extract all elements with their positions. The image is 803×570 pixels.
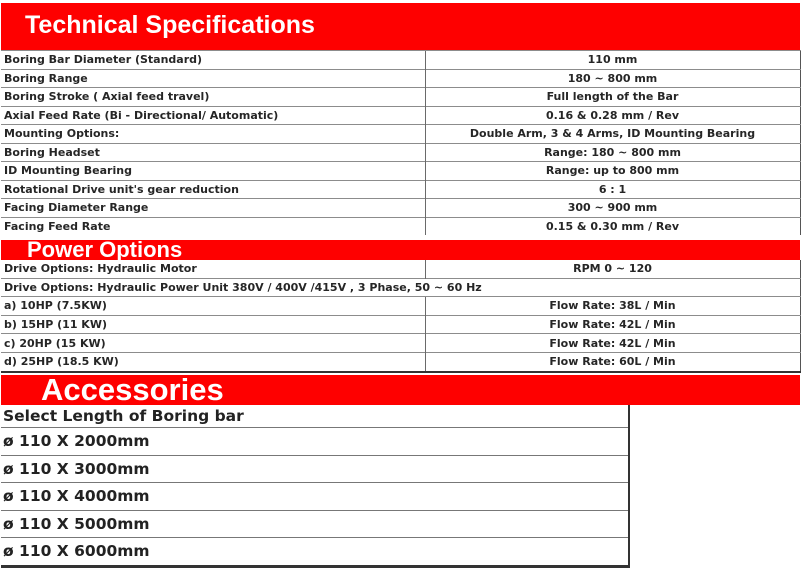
accessories-list (1, 405, 630, 568)
table-row (1, 51, 800, 70)
spec-label: Mounting Options: (1, 125, 425, 144)
spec-value: 110 mm (425, 51, 800, 70)
spec-label: Boring Headset (1, 143, 425, 162)
table-row (1, 125, 800, 144)
drive-motor-value: RPM 0 ~ 120 (425, 260, 800, 278)
table-row (1, 278, 800, 297)
table-row (1, 260, 800, 278)
table-row (1, 315, 800, 334)
spec-value: 300 ~ 900 mm (425, 199, 800, 218)
spec-value: Double Arm, 3 & 4 Arms, ID Mounting Bearing (425, 125, 800, 144)
technical-specifications-table (1, 50, 801, 235)
spec-value: Range: up to 800 mm (425, 162, 800, 181)
table-row (1, 334, 800, 353)
list-item: ø 110 X 2000mm (1, 427, 628, 455)
spec-value: 180 ~ 800 mm (425, 69, 800, 88)
list-item: ø 110 X 3000mm (1, 455, 628, 483)
spec-value: Full length of the Bar (425, 88, 800, 107)
technical-specifications-title: Technical Specifications (25, 11, 315, 39)
table-row (1, 297, 800, 316)
spec-value: 6 : 1 (425, 180, 800, 199)
spec-label: Boring Bar Diameter (Standard) (1, 51, 425, 70)
spec-value: Range: 180 ~ 800 mm (425, 143, 800, 162)
table-row (1, 69, 800, 88)
power-options-table (1, 260, 801, 373)
spec-value: 0.15 & 0.30 mm / Rev (425, 217, 800, 235)
spec-value: 0.16 & 0.28 mm / Rev (425, 106, 800, 125)
power-label: c) 20HP (15 KW) (1, 334, 425, 353)
technical-specifications-header (1, 3, 800, 50)
power-label: b) 15HP (11 KW) (1, 315, 425, 334)
accessories-header (1, 372, 800, 407)
table-row (1, 352, 800, 371)
table-row (1, 199, 800, 218)
accessories-list-header: Select Length of Boring bar (3, 407, 244, 425)
accessories-title: Accessories (41, 372, 224, 407)
table-row (1, 106, 800, 125)
power-options-header (1, 237, 800, 262)
spec-label: ID Mounting Bearing (1, 162, 425, 181)
power-value: Flow Rate: 42L / Min (425, 334, 800, 353)
power-label: d) 25HP (18.5 KW) (1, 352, 425, 371)
list-item: ø 110 X 4000mm (1, 482, 628, 510)
drive-motor-label: Drive Options: Hydraulic Motor (4, 262, 197, 276)
power-unit-label: Drive Options: Hydraulic Power Unit 380V / 400V /415V , 3 Phase, 50 ~ 60 Hz (1, 278, 800, 297)
spec-label: Axial Feed Rate (Bi - Directional/ Automatic) (1, 106, 425, 125)
list-item: ø 110 X 5000mm (1, 510, 628, 538)
list-item: ø 110 X 6000mm (1, 537, 628, 565)
power-label: a) 10HP (7.5KW) (1, 297, 425, 316)
spec-label: Boring Range (1, 69, 425, 88)
power-options-title: Power Options (27, 237, 183, 262)
spec-label: Facing Diameter Range (1, 199, 425, 218)
table-row (1, 143, 800, 162)
spec-label: Rotational Drive unit's gear reduction (1, 180, 425, 199)
power-value: Flow Rate: 60L / Min (425, 352, 800, 371)
spec-label: Facing Feed Rate (1, 217, 425, 235)
power-value: Flow Rate: 38L / Min (425, 297, 800, 316)
table-row (1, 88, 800, 107)
table-row (1, 162, 800, 181)
table-row (1, 180, 800, 199)
table-row (1, 217, 800, 235)
power-value: Flow Rate: 42L / Min (425, 315, 800, 334)
spec-label: Boring Stroke ( Axial feed travel) (1, 88, 425, 107)
